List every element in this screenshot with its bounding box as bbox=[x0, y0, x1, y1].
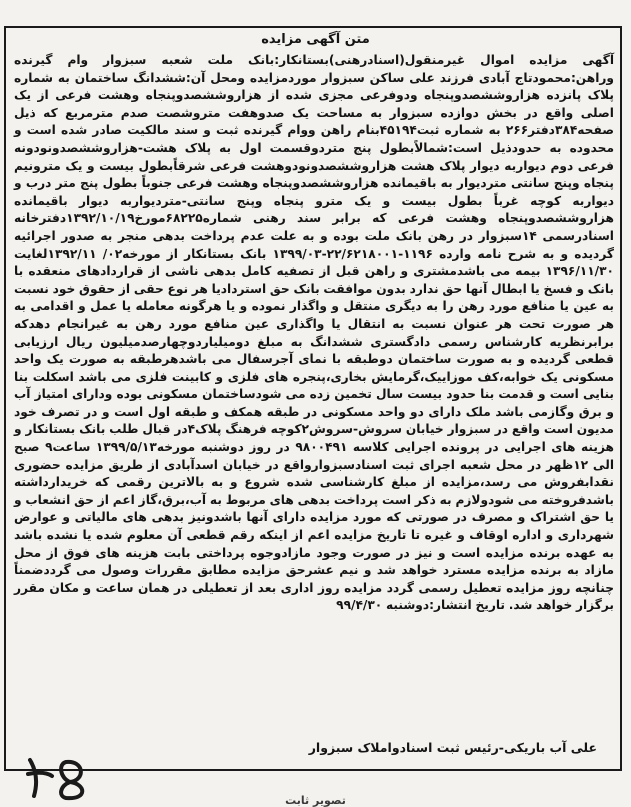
notice-body: آگهی مزایده اموال غیرمنقول(اسنادرهنی)بستانکار:بانک ملت شعبه سبزوار وام گیرنده وراهن:محمودتاج آبادی فرزند علی ساکن سبزوار موردمزایده ومحل آن:ششدانگ ساختمان به شماره پلاک پانزده هزاروششصدوپنجاه ودوفرعی مجزی شده از هزاروششصدوپنجاه وهشت فرعی از یک اصلی واقع در بخش دوازده سبزوار به مساحت یک صدوهفت متروشصت صدم مترمربع که ذیل صفحه۳۸۴دفتر۲۶۶ به شماره ثبت۴۵۱۹۴بنام راهن ووام گیرنده ثبت و سند مالکیت صادر شده است و محدوده به حدودذیل است:شمالاًبطول پنج متردوقسمت اول به پلاک هشت-هزاروششصدونودونه فرعی دوم دیواربه دیوار پلاک هشت هزاروششصدونودوهشت فرعی شرقاًبطول بیست و یک مترونیم پنجاه وپنج سانتی متردیوار به باقیمانده هزاروششصدوپنجاه وهشت فرعی جنوباً بطول پنج متر درب و دیواربه کوچه غرباً بطول بیست و یک مترو پنجاه وپنج سانتی-متردیواربه دیوار باقیمانده هزاروششصدوپنجاه وهشت فرعی که برابر سند رهنی شماره۶۸۲۲۵مورخ۱۳۹۲/۱۰/۱۹دفترخانه اسنادرسمی ۱۴سبزوار در رهن بانک ملت بوده و به علت عدم پرداخت بدهی منجر به صدور اجرائیه گردیده و به شرح نامه وارده ۱۱۹۶-۲۲/۶۲۱۸۰۰۱-۱۳۹۹/۰۳ بانک بستانکار از مورخه۰۲/ ۱۳۹۲/۱۱لغایت ۱۳۹۶/۱۱/۳۰ بیمه می باشدمشتری و راهن قبل از تصفیه کامل بدهی ناشی از قراردادهای منعقده با بانک و فسخ یا ابطال آنها حق ندارد بدون موافقت بانک حق استردادیا هر نوع حقی از حقوق خود نسبت به عین یا منافع مورد رهن را به دیگری منتقل و واگذار نموده و یا هرگونه معامله یا عمل و اقدامی به هر صورت تحت هر عنوان نسبت به انتقال یا واگذاری عین منافع مورد رهن به غیرانجام دهدکه برابرنظریه کارشناس رسمی دادگستری ششدانگ به مبلغ دومیلیاردوچهارصدمیلیون ریال ارزیابی قطعی گردیده و به صورت ساختمان دوطبقه با نمای آجرسفال می باشدهرطبقه به صورت یک واحد مسکونی یک خوابه،کف موزاییک،گرمایش بخاری،پنجره های فلزی و کابینت فلزی می باشد اسکلت بنا بنایی است و قدمت بنا حدود بیست سال تخمین زده می شودساختمان مسکونی بوده ودارای امتیاز آب و برق وگازمی باشد ملک دارای دو واحد مسکونی در طبقه همکف و طبقه اول است و در تصرف خود مدیون است واقع در سبزوار خیابان سروش-سروش۲کوچه فرهنگ پلاک۴در قبال طلب بانک بستانکار و هزینه های اجرایی در پرونده اجرایی کلاسه ۹۸۰۰۴۹۱ در روز دوشنبه مورخه۱۳۹۹/۵/۱۳ ساعت۹ صبح الی ۱۲ظهر در محل شعبه اجرای ثبت اسنادسبزوارواقع در خیابان اسدآبادی از طریق مزایده حضوری نقدابفروش می رسد،مزایده از مبلغ کارشناسی شده شروع و به بالاترین رقمی که خریدارداشته باشدفروخته می شودولازم به ذکر است پرداخت بدهی های مربوط به آب،برق،گاز اعم از حق انشعاب و یا حق اشتراک و مصرف در صورتی که مورد مزایده دارای آنها باشدونیز بدهی های مالیاتی و عوارض شهرداری و اداره اوقاف و غیره تا تاریخ مزایده اعم از اینکه رقم قطعی آن معلوم شده یا نشده باشد به عهده برنده مزایده است و نیز در صورت وجود مازادوجوه پرداختی بابت هزینه های فوق از محل مازاد به برنده مزایده مسترد خواهد شد و نیم عشرحق مزایده مطابق مقررات وصول می گرددضمناً چنانچه روز مزایده تعطیل رسمی گردد مزایده روز اداری بعد از تعطیلی در همان ساعت و مکان مقرر برگزار خواهد شد. تاریخ انتشار:دوشنبه ۹۹/۴/۳۰ bbox=[14, 53, 615, 613]
cut-off-text: تصویر ثابت bbox=[285, 795, 346, 807]
notice-signature: علی آب باریکی-رئیس ثبت اسنادواملاک سبزوار bbox=[308, 740, 597, 755]
notice-title: متن آگهی مزایده bbox=[261, 32, 370, 47]
